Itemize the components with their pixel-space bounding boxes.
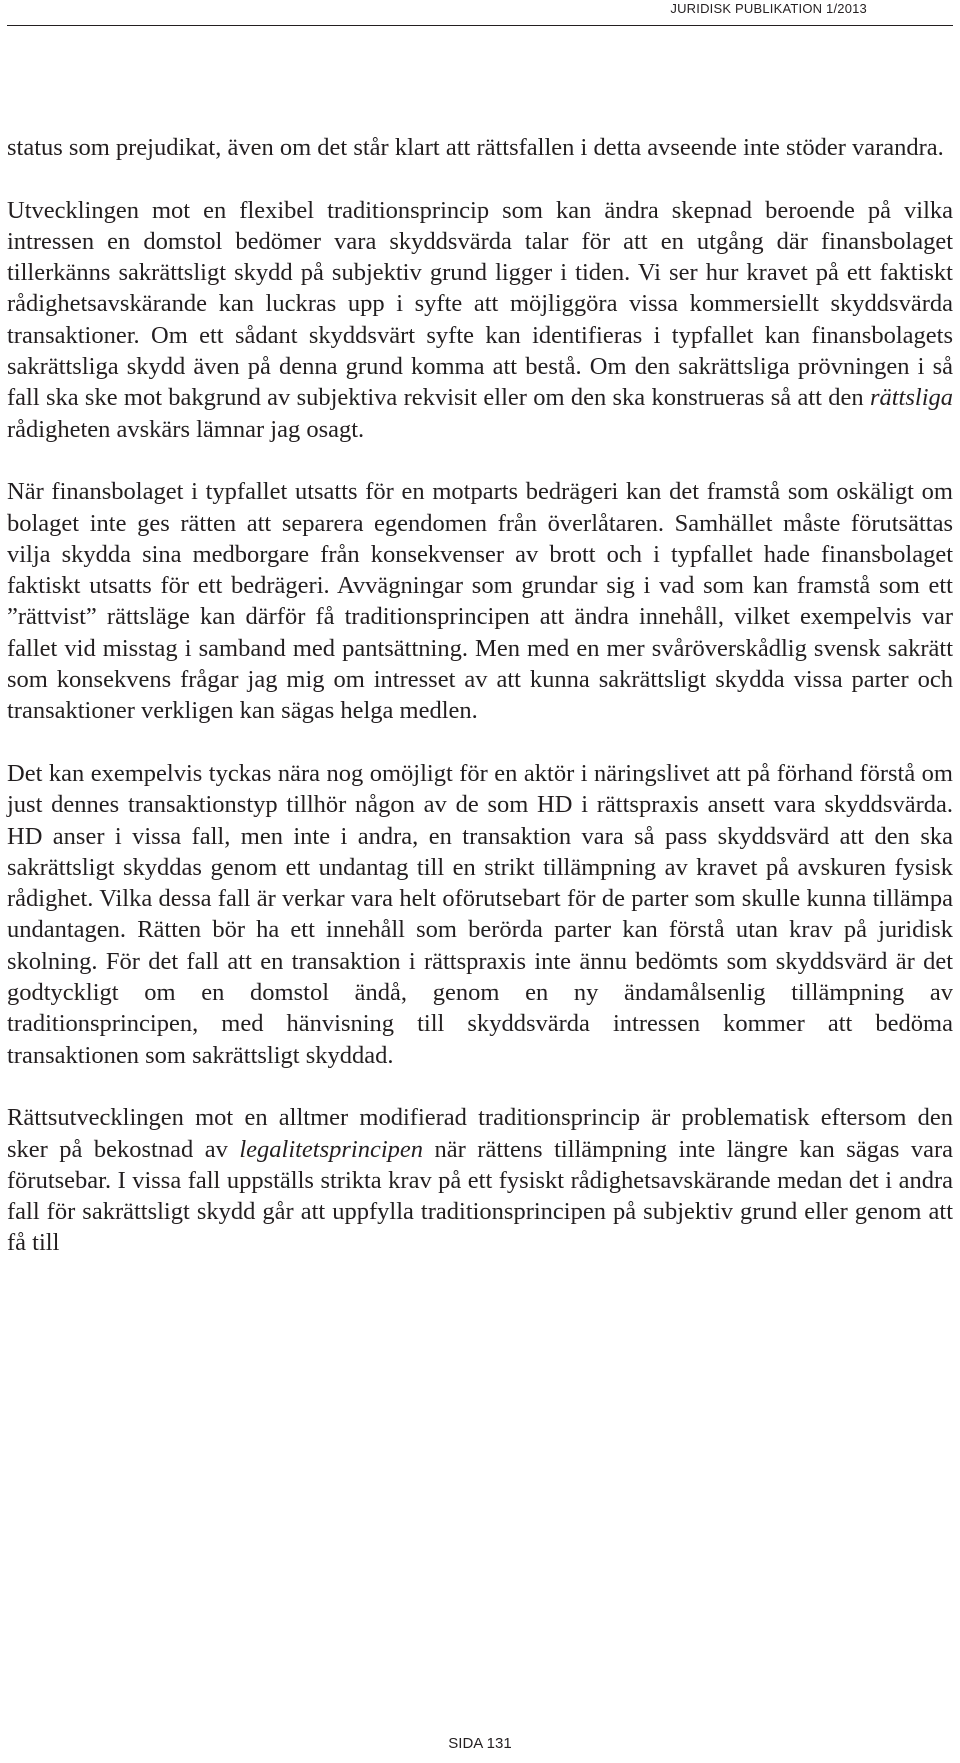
paragraph-5-text-b: när rättens tillämpning inte längre kan sägas vara förutsebar. I vissa fall uppställs strikta krav på ett fysiskt rådighetsavskärande medan det i andra fall för sakrättsligt skydd går att uppfylla traditionsprincipen på subjektiv grund eller genom att få till xyxy=(7,1135,953,1257)
italic-term-rattsliga: rättsliga xyxy=(869,384,953,412)
paragraph-2-text-b: rådigheten avskärs lämnar jag osagt. xyxy=(7,415,365,443)
paragraph-2-text-a: Utvecklingen mot en flexibel traditionsprincip som kan ändra skepnad beroende på vilka intressen en domstol bedömer vara skyddsvärda talar för att en utgång där finansbolaget tillerkänns sakrättsligt skydd på subjektiv grund ligger i tiden. Vi ser hur kravet på ett faktiskt rådighetsavskärande kan luckras upp i syfte att möjliggöra vissa kommersiellt skyddsvärda transaktioner. Om ett sådant skyddsvärt syfte kan identifieras i typfallet kan finansbolagets sakrättsliga skydd även på denna grund komma att bestå. Om den sakrättsliga prövningen i så fall ska ske mot bakgrund av subjektiva rekvisit eller om den ska konstrueras så att den xyxy=(7,196,953,412)
paragraph-4: Det kan exempelvis tyckas nära nog omöjligt för en aktör i näringslivet att på förhand förstå om just dennes transaktionstyp tillhör någon av de som HD i rättspraxis ansett vara skyddsvärda. HD anser i vissa fall, men inte i andra, en transaktion vara så pass skyddsvärd att den ska sakrättsligt skyddas genom ett undantag till en strikt tillämpning av kravet på avskuren fysisk rådighet. Vilka dessa fall är verkar vara helt oförutsebart för de parter som skulle kunna tillämpa undantagen. Rätten bör ha ett innehåll som berörda parter kan förstå utan krav på juridisk skolning. För det fall att en transaktion i rättspraxis inte ännu bedömts som skyddsvärd är det godtyckligt om en domstol ändå, genom en ny ändamålsenlig tillämpning av traditionsprincipen, med hänvisning till skyddsvärda intressen kommer att bedöma transaktionen som sakrättsligt skyddad. xyxy=(7,759,953,1069)
paragraph-1: status som prejudikat, även om det står klart att rättsfallen i detta avseende inte stöder varandra. xyxy=(7,134,944,161)
paragraph-3: När finansbolaget i typfallet utsatts för en motparts bedrägeri kan det framstå som oskäligt om bolaget inte ges rätten att separera egendomen från överlåtaren. Samhället måste förutsättas vilja skydda sina medborgare från konsekvenser av brott och i typfallet hade finansbolaget faktiskt utsatts för ett bedrägeri. Avvägningar som grundar sig i vad som kan framstå som ett ”rättvist” rättsläge kan därför få traditionsprincipen att ändra innehåll, vilket exempelvis var fallet vid misstag i samband med pantsättning. Men med en mer svåröverskådlig svensk sakrätt som konsekvens frågar jag mig om intresset av att kunna sakrättsligt skydda vissa parter och transaktioner verkligen kan sägas helga medlen. xyxy=(7,478,953,725)
paragraph-5 xyxy=(7,1102,953,1258)
paragraph-5-text-a: Rättsutvecklingen mot en alltmer modifierad traditionsprincip är problematisk eftersom den sker på bekostnad av xyxy=(7,1104,953,1163)
paragraph-2 xyxy=(7,195,953,445)
header-rule xyxy=(7,25,953,26)
italic-term-legalitetsprincipen: legalitetsprincipen xyxy=(239,1135,424,1163)
running-header: JURIDISK PUBLIKATION 1/2013 xyxy=(670,1,867,16)
article-body xyxy=(7,132,953,1259)
page-number: SIDA 131 xyxy=(448,1735,512,1752)
